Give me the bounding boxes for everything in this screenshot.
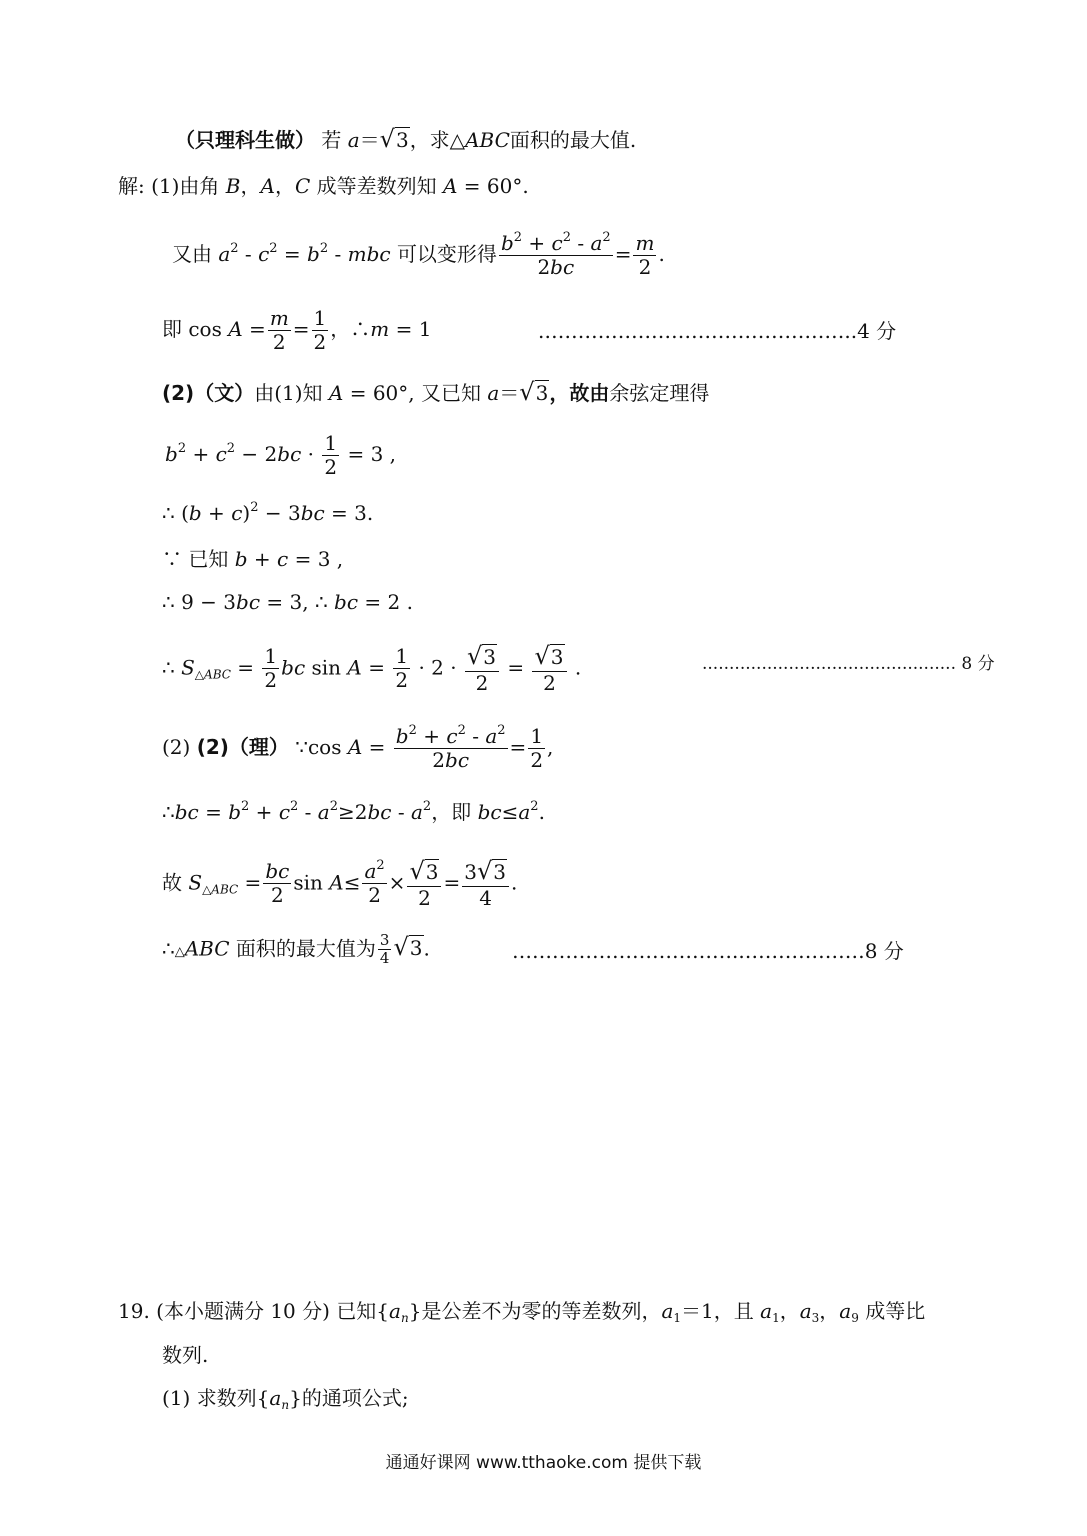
q19-number: 19. [118, 1299, 150, 1323]
score-8a: ............................................... 8 分 [702, 654, 995, 674]
q19-line-1: 19. (本小题满分 10 分) 已知$\{a_n\}$是公差不为零的等差数列，$a_1=1$，且 $a_1$，$a_3$，$a_9$ 成等比 [118, 1299, 926, 1325]
solution-line-2: 又由 $a^2 - c^2 = b^2$ - mbc 可以变形得 $\frac{b^2 + c^2 - a^2}{2bc}$ = $\frac{m}{2}$ . [172, 230, 665, 279]
equation-bc: ∴ 9 − 3bc = 3, ∴ bc = 2 . [162, 590, 413, 614]
conclusion-max-area: ∴△ABC 面积的最大值为 $\frac{3}{4}$ √3. [162, 931, 430, 968]
part2-li: (2) (2)（理） ∵cos A = $\frac{b^2 + c^2 - a^2}{2bc}$ = $\frac{1}{2}$ , [162, 723, 554, 772]
equation-area-bound: 故 $S_{\triangle ABC}$ = $\frac{bc}{2}$ sin A≤ $\frac{a^2}{2}$ × $\frac{√3}{2}$ = $\frac{3√3}{4}$ . [162, 857, 518, 910]
score-4: .………………………………………..4 分 [538, 319, 897, 343]
solution-line-1: 解: (1)由角 B，A，C 成等差数列知 A = 60°. [118, 174, 529, 198]
equation-cosine-law: $b^2 + c^2 - 2bc$ · $\frac{1}{2}$ = 3 , [165, 431, 397, 479]
page-footer: 通通好课网 www.tthaoke.com 提供下载 [385, 1453, 702, 1473]
equation-area: ∴ $S_{\triangle ABC}$ = $\frac{1}{2}$ bc sin A = $\frac{1}{2}$ · 2 · $\frac{√3}{2}$ = $\frac{√3}{2}$ . [162, 642, 582, 695]
equation-known-sum: ∵ 已知 b + c = 3 , [162, 547, 344, 571]
equation-sum-square: ∴ $(b + c)^2 - 3bc = 3$. [162, 500, 374, 525]
question-tag: （只理科生做） [175, 128, 315, 152]
q19-sub-1: (1) 求数列$\{a_n\}$的通项公式; [162, 1386, 409, 1412]
q19-line-2: 数列. [162, 1343, 209, 1367]
solution-line-3: 即 cos A = $\frac{m}{2}$ = $\frac{1}{2}$ ，∴m = 1 [162, 306, 432, 354]
score-8b: ……………………………..………………8 分 [512, 939, 904, 963]
part2-wen: (2)（文）由(1)知 A = 60°, 又已知 a＝√3，故由余弦定理得 [162, 378, 710, 406]
equation-inequality: ∴bc = $b^2 + c^2 - a^2\ge 2bc - a^2$，即 $bc\le a^2$. [162, 799, 545, 824]
question-tail: （只理科生做） 若 a＝√3，求△ABC面积的最大值. [175, 125, 637, 153]
